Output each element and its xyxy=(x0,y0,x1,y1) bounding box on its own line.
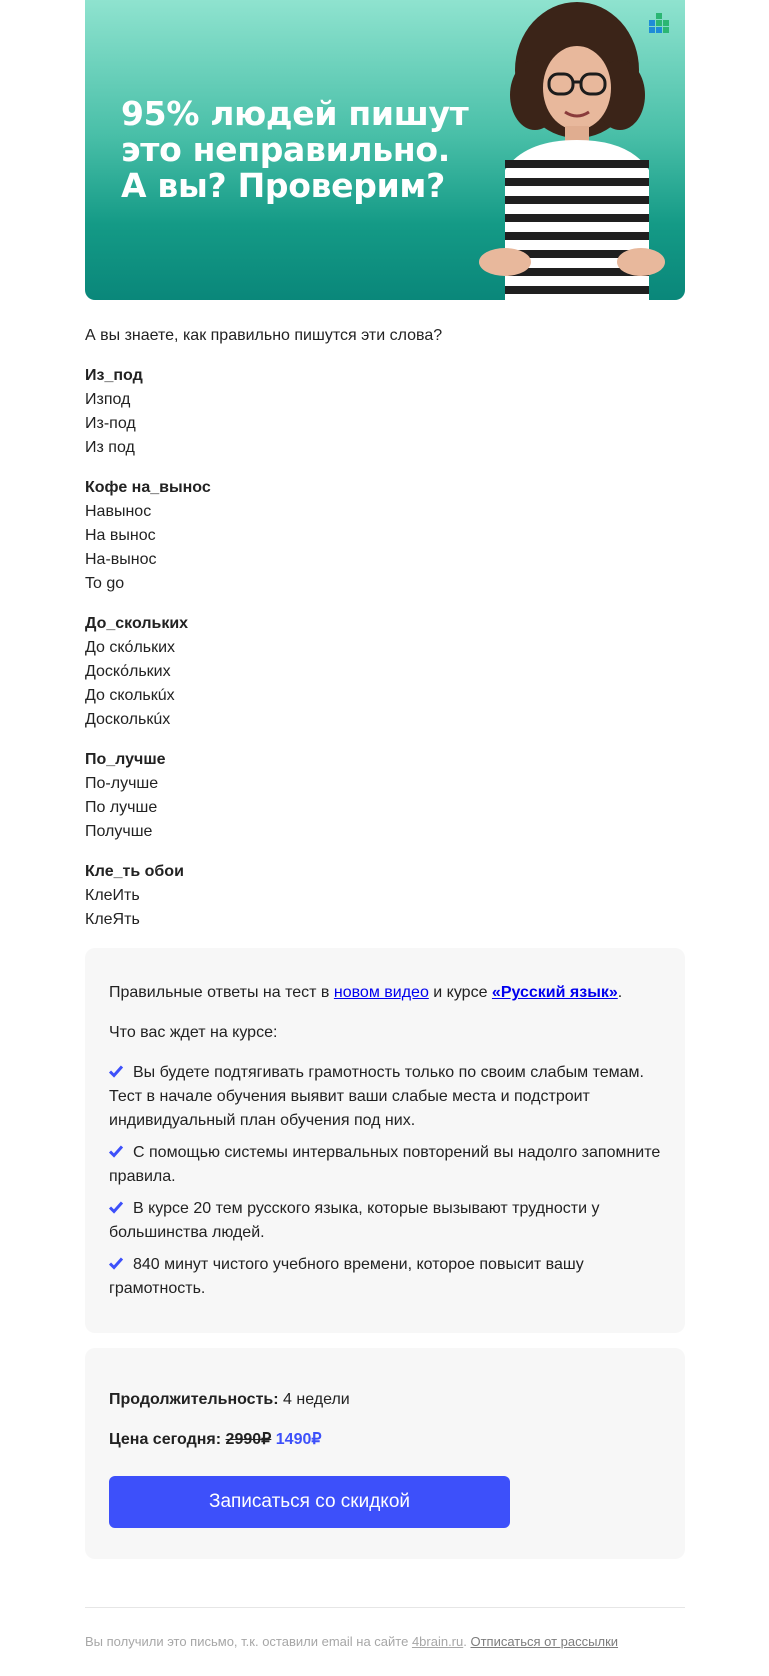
answers-mid: и курсе xyxy=(428,984,492,1001)
answer-option: To go xyxy=(85,575,125,592)
enroll-discount-button[interactable]: Записаться со скидкой xyxy=(109,1476,510,1528)
answer-option: Получше xyxy=(85,823,153,840)
answers-suffix: . xyxy=(617,984,623,1001)
hero-headline xyxy=(121,96,501,204)
footer-text xyxy=(85,1634,618,1650)
question-block xyxy=(85,748,166,844)
benefit-item xyxy=(109,1141,661,1189)
question-title: До_скольких xyxy=(85,615,189,632)
duration-label: Продолжительность: xyxy=(109,1391,279,1408)
duration-value: 4 недели xyxy=(283,1391,350,1408)
answer-option: Досколькúх xyxy=(85,711,171,728)
price-row xyxy=(109,1430,322,1450)
answer-option: До ско́льких xyxy=(85,639,176,656)
price-label: Цена сегодня: xyxy=(109,1431,222,1448)
answers-prefix: Правильные ответы на тест в xyxy=(109,984,334,1001)
question-block xyxy=(85,364,143,460)
question-block xyxy=(85,860,184,932)
question-title: Из_под xyxy=(85,367,143,384)
hero-banner[interactable] xyxy=(85,0,685,300)
intro-text: А вы знаете, как правильно пишутся эти слова? xyxy=(85,327,443,344)
benefit-text: В курсе 20 тем русского языка, которые вызывают трудности у большинства людей. xyxy=(109,1200,600,1241)
duration-row xyxy=(109,1390,350,1410)
new-price: 1490₽ xyxy=(275,1431,322,1448)
course-info-box xyxy=(85,948,685,1333)
checkmark-icon xyxy=(109,1064,123,1078)
checkmark-icon xyxy=(109,1144,123,1158)
question-title: Кле_ть обои xyxy=(85,863,184,880)
hero-line: это неправильно. xyxy=(121,130,450,169)
expect-heading: Что вас ждет на курсе: xyxy=(109,1024,278,1041)
hero-line: А вы? Проверим? xyxy=(121,166,445,205)
question-block xyxy=(85,476,211,596)
benefit-item xyxy=(109,1197,661,1245)
answer-option: Доско́льких xyxy=(85,663,171,680)
site-link[interactable]: 4brain.ru xyxy=(411,1634,464,1649)
offer-box xyxy=(85,1348,685,1559)
answer-option: На вынос xyxy=(85,527,156,544)
answer-option: Из-под xyxy=(85,415,136,432)
question-title: Кофе на_вынос xyxy=(85,479,211,496)
benefit-item xyxy=(109,1061,661,1133)
benefit-text: Вы будете подтягивать грамотность только по своим слабым темам. Тест в начале обучения выявит ваши слабые места и подстроит индивидуальный план обучения под них. xyxy=(109,1064,644,1129)
hero-line: 95% людей пишут xyxy=(121,94,469,133)
question-block xyxy=(85,612,188,732)
email-container xyxy=(85,0,685,1649)
answers-paragraph xyxy=(109,981,661,1005)
answer-option: По лучше xyxy=(85,799,158,816)
question-title: По_лучше xyxy=(85,751,166,768)
footer-sep: . xyxy=(463,1634,471,1649)
answer-option: Изпод xyxy=(85,391,131,408)
answer-option: На-вынос xyxy=(85,551,157,568)
checkmark-icon xyxy=(109,1200,123,1214)
unsubscribe-link[interactable]: Отписаться от рассылки xyxy=(470,1634,619,1649)
old-price: 2990₽ xyxy=(225,1431,272,1448)
checkmark-icon xyxy=(109,1256,123,1270)
benefit-text: С помощью системы интервальных повторений вы надолго запомните правила. xyxy=(109,1144,661,1185)
answer-option: Из под xyxy=(85,439,135,456)
course-link[interactable]: «Русский язык» xyxy=(491,984,618,1001)
answer-option: КлеЯть xyxy=(85,911,140,928)
answer-option: До сколькúх xyxy=(85,687,175,704)
benefit-text: 840 минут чистого учебного времени, которое повысит вашу грамотность. xyxy=(109,1256,584,1297)
answer-option: Навынос xyxy=(85,503,152,520)
4brain-logo-icon[interactable] xyxy=(647,12,671,36)
benefit-item xyxy=(109,1253,661,1301)
answer-option: КлеИть xyxy=(85,887,140,904)
footer-reason: Вы получили это письмо, т.к. оставили email на сайте xyxy=(85,1634,412,1649)
presenter-photo xyxy=(465,0,685,300)
answer-option: По-лучше xyxy=(85,775,159,792)
video-link[interactable]: новом видео xyxy=(333,984,429,1001)
footer-divider xyxy=(85,1607,685,1608)
